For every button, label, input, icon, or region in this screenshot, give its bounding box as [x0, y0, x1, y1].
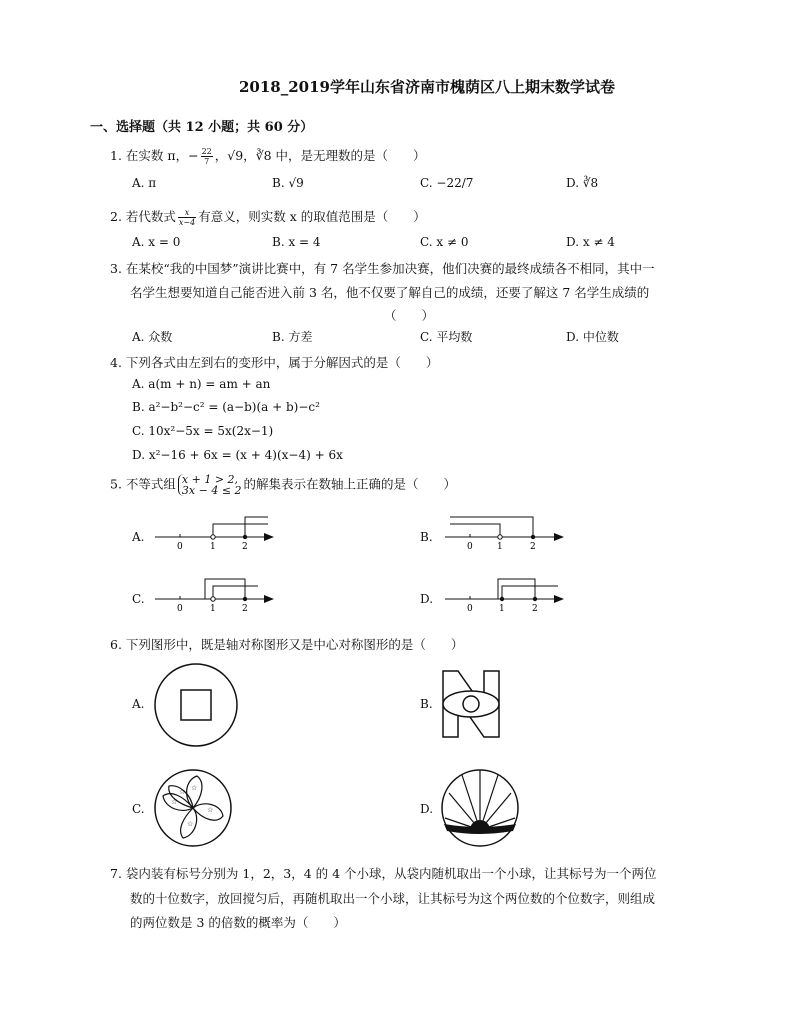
q5-option-a-label[interactable]: A.	[132, 530, 145, 544]
q5-option-c-label[interactable]: C.	[132, 592, 145, 606]
nl-c-tick-2: 2	[242, 604, 248, 614]
nl-d-tick-1: 1	[499, 604, 505, 614]
number-line-d[interactable]	[440, 572, 570, 614]
q5-inequality-system	[178, 474, 242, 496]
q4-stem: 4. 下列各式由左到右的变形中，属于分解因式的是（ ）	[110, 355, 439, 370]
q6-option-a-label[interactable]: A.	[132, 697, 145, 711]
q6-option-b-label[interactable]: B.	[420, 697, 433, 711]
q5-option-b-label[interactable]: B.	[420, 530, 433, 544]
question-5	[110, 474, 456, 496]
q3-option-b[interactable]: B. 方差	[272, 330, 313, 344]
q2-option-a[interactable]: A. x = 0	[132, 235, 181, 249]
nl-a-tick-0: 0	[177, 542, 183, 552]
svg-text:☆: ☆	[179, 788, 186, 796]
svg-text:☆: ☆	[207, 806, 214, 814]
q2-option-c[interactable]: C. x ≠ 0	[420, 235, 469, 249]
q4-option-b[interactable]: B. a²−b²−c² = (a−b)(a + b)−c²	[132, 400, 320, 414]
q1-stem-pre: 1. 在实数 π，−	[110, 148, 199, 163]
page-title: 2018_2019学年山东省济南市槐荫区八上期末数学试卷	[239, 78, 615, 96]
q3-option-d[interactable]: D. 中位数	[566, 330, 619, 344]
q5-ineq-2: 3x − 4 ≤ 2	[181, 484, 242, 497]
number-line-a[interactable]	[150, 510, 280, 552]
q1-option-d[interactable]: D. ∛8	[566, 176, 599, 190]
q4-option-a[interactable]: A. a(m + n) = am + an	[132, 377, 271, 391]
q1-option-a[interactable]: A. π	[132, 176, 157, 190]
q5-ineq-1: x + 1 > 2,	[181, 473, 239, 486]
nl-b-tick-1: 1	[497, 542, 503, 552]
q2-frac-num: x	[178, 208, 196, 218]
q6-option-d-label[interactable]: D.	[420, 802, 434, 816]
q6-stem: 6. 下列图形中，既是轴对称图形又是中心对称图形的是（ ）	[110, 637, 464, 652]
question-1	[110, 146, 426, 166]
number-line-c[interactable]	[150, 572, 280, 614]
figure-sunburst[interactable]	[440, 768, 520, 848]
q6-option-c-label[interactable]: C.	[132, 802, 145, 816]
q3-line-2: 名学生想要知道自己能否进入前 3 名，他不仅要了解自己的成绩，还要了解这 7 名学生成绩的	[130, 285, 650, 300]
q4-option-d[interactable]: D. x²−16 + 6x = (x + 4)(x−4) + 6x	[132, 448, 343, 462]
nl-a-tick-2: 2	[242, 542, 248, 552]
q2-option-d[interactable]: D. x ≠ 4	[566, 235, 615, 249]
q7-line-1: 7. 袋内装有标号分别为 1，2，3，4 的 4 个小球，从袋内随机取出一个小球，让其标号为一个两位	[110, 866, 657, 881]
section-heading: 一、选择题（共 12 小题；共 60 分）	[90, 120, 314, 135]
q5-option-d-label[interactable]: D.	[420, 592, 434, 606]
q2-frac-den: x−4	[178, 218, 196, 227]
q1-option-c[interactable]: C. −22/7	[420, 176, 474, 190]
q3-line-1: 3. 在某校“我的中国梦”演讲比赛中，有 7 名学生参加决赛，他们决赛的最终成绩各不相同，其中一	[110, 261, 655, 276]
q2-stem-post: 有意义，则实数 x 的取值范围是（ ）	[198, 209, 426, 224]
svg-text:☆: ☆	[191, 784, 198, 792]
q1-option-b[interactable]: B. √9	[272, 176, 304, 190]
q5-stem-post: 的解集表示在数轴上正确的是（ ）	[243, 476, 457, 492]
figure-flower-emblem[interactable]	[153, 768, 233, 848]
nl-d-tick-0: 0	[467, 604, 473, 614]
nl-c-tick-1: 1	[210, 604, 216, 614]
figure-coin-square[interactable]	[153, 662, 239, 748]
q3-option-a[interactable]: A. 众数	[132, 330, 173, 344]
nl-b-tick-0: 0	[467, 542, 473, 552]
q1-frac-den: 7	[204, 157, 210, 166]
q1-fraction	[201, 147, 213, 166]
q3-line-3: （ ）	[384, 308, 435, 323]
nl-d-tick-2: 2	[532, 604, 538, 614]
q7-line-2: 数的十位数字，放回搅匀后，再随机取出一个小球，让其标号为这个两位数的个位数字，则组成	[130, 891, 656, 906]
q7-line-3: 的两位数是 3 的倍数的概率为（ ）	[130, 915, 346, 930]
number-line-b[interactable]	[440, 510, 570, 552]
q4-option-c[interactable]: C. 10x²−5x = 5x(2x−1)	[132, 424, 274, 438]
nl-a-tick-1: 1	[210, 542, 216, 552]
q2-option-b[interactable]: B. x = 4	[272, 235, 321, 249]
q3-option-c[interactable]: C. 平均数	[420, 330, 473, 344]
q1-stem-post: ，√9，∛8 中，是无理数的是（ ）	[214, 148, 426, 163]
svg-text:☆: ☆	[187, 820, 194, 828]
svg-text:☆: ☆	[171, 798, 178, 806]
q2-fraction	[178, 208, 196, 227]
figure-n-ellipse[interactable]	[440, 668, 502, 740]
nl-b-tick-2: 2	[530, 542, 536, 552]
question-2	[110, 207, 426, 227]
nl-c-tick-0: 0	[177, 604, 183, 614]
q5-stem-pre: 5. 不等式组	[110, 476, 176, 492]
q1-frac-num: 22	[201, 147, 212, 156]
q2-stem-pre: 2. 若代数式	[110, 209, 176, 224]
